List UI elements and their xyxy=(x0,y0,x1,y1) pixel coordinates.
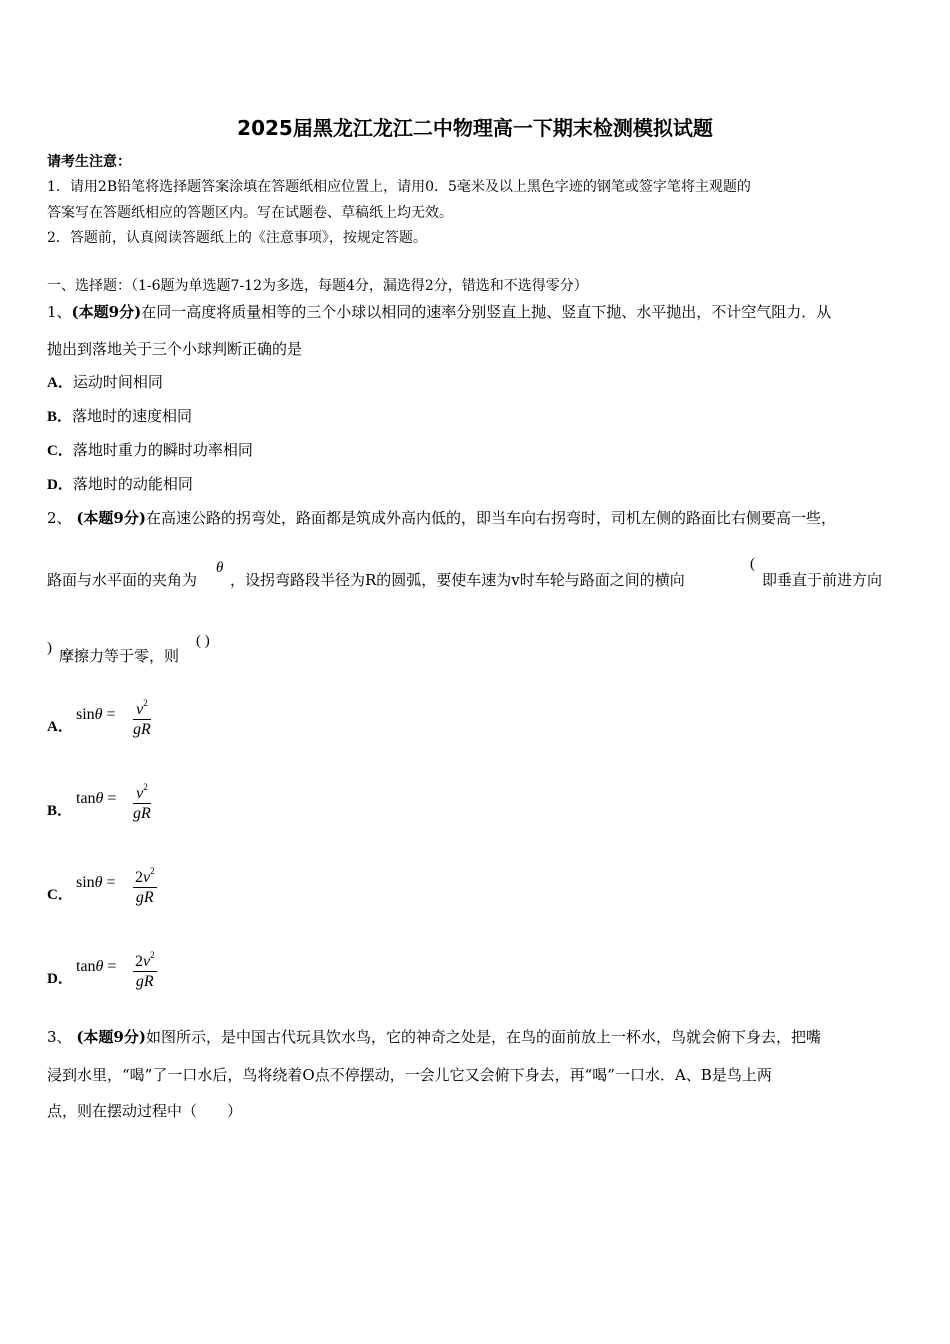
q1-score: (本题9分) xyxy=(71,303,142,321)
theta-symbol: θ xyxy=(216,560,224,576)
q2-option-b-lhs: tanθ = xyxy=(76,790,117,807)
q2-option-b-letter[interactable]: B． xyxy=(47,803,73,819)
q2-option-d-letter[interactable]: D． xyxy=(47,971,73,987)
q1-option-a[interactable]: A．运动时间相同 xyxy=(47,373,163,391)
q2-option-c-letter[interactable]: C． xyxy=(47,887,73,903)
q2-line-2b: ，设拐弯路段半径为R的圆弧，要使车速为v时车轮与路面之间的横向 xyxy=(230,571,685,589)
q2-line-2c: 即垂直于前进方向 xyxy=(762,571,883,589)
q2-option-a-letter[interactable]: A． xyxy=(47,719,73,735)
q1-line-2: 抛出到落地关于三个小球判断正确的是 xyxy=(47,340,303,358)
q2-option-b-fraction: $\frac{v^2}{gR}$ xyxy=(133,778,151,824)
answer-paren: ( ) xyxy=(196,633,210,649)
q2-option-c-fraction: $\frac{2v^2}{gR}$ xyxy=(133,862,157,908)
q2-line-2a: 路面与水平面的夹角为 xyxy=(47,571,198,589)
q2-option-c-lhs: sinθ = xyxy=(76,874,116,891)
q2-number: 2、 xyxy=(47,509,72,527)
notice-line-2: 答案写在答题纸相应的答题区内。写在试题卷、草稿纸上均无效。 xyxy=(47,205,453,221)
notice-line-3: 2．答题前，认真阅读答题纸上的《注意事项》，按规定答题。 xyxy=(47,230,427,246)
q2-option-d-lhs: tanθ = xyxy=(76,958,117,975)
q3-number: 3、 xyxy=(47,1028,72,1046)
q2-option-d-fraction: $\frac{2v^2}{gR}$ xyxy=(133,946,157,992)
q3-score: (本题9分) xyxy=(76,1028,146,1046)
q1-option-c[interactable]: C．落地时重力的瞬时功率相同 xyxy=(47,441,253,459)
q1-option-d[interactable]: D．落地时的动能相同 xyxy=(47,475,193,493)
q3-line-1 xyxy=(47,1027,821,1047)
q1-text-1: 在同一高度将质量相等的三个小球以相同的速率分别竖直上抛、竖直下抛、水平抛出，不计空气阻力．从 xyxy=(141,303,832,321)
notice-heading: 请考生注意： xyxy=(47,154,131,170)
q1-number: 1、 xyxy=(47,303,72,321)
q2-option-a-fraction: $\frac{v^2}{gR}$ xyxy=(133,694,151,740)
q2-option-a-lhs: sinθ = xyxy=(76,706,116,723)
section-heading: 一、选择题：（1-6题为单选题7-12为多选，每题4分，漏选得2分，错选和不选得零分） xyxy=(47,278,588,294)
q2-text-1: 在高速公路的拐弯处，路面都是筑成外高内低的，即当车向右拐弯时，司机左侧的路面比右侧要高一些， xyxy=(145,509,836,527)
q3-line-3: 点，则在摆动过程中（ ） xyxy=(47,1102,243,1120)
notice-line-1: 1．请用2B铅笔将选择题答案涂填在答题纸相应位置上，请用0．5毫米及以上黑色字迹的钢笔或签字笔将主观题的 xyxy=(47,179,751,195)
page-title: 2025届黑龙江龙江二中物理高一下期末检测模拟试题 xyxy=(237,116,713,140)
q3-line-2: 浸到水里，“喝”了一口水后，鸟将绕着O点不停摆动，一会儿它又会俯下身去，再“喝”一口水．A、B是鸟上两 xyxy=(47,1066,772,1084)
q1-line-1 xyxy=(47,302,831,322)
q2-line-3: 摩擦力等于零，则 xyxy=(59,647,180,665)
q2-score: (本题9分) xyxy=(76,509,146,527)
q3-text-1: 如图所示，是中国古代玩具饮水鸟，它的神奇之处是，在鸟的面前放上一杯水，鸟就会俯下身去，把嘴 xyxy=(145,1028,821,1046)
q1-option-b[interactable]: B．落地时的速度相同 xyxy=(47,407,193,425)
paren-open: ( xyxy=(750,556,755,572)
q2-line-1 xyxy=(47,508,836,528)
paren-close: ) xyxy=(47,640,52,656)
